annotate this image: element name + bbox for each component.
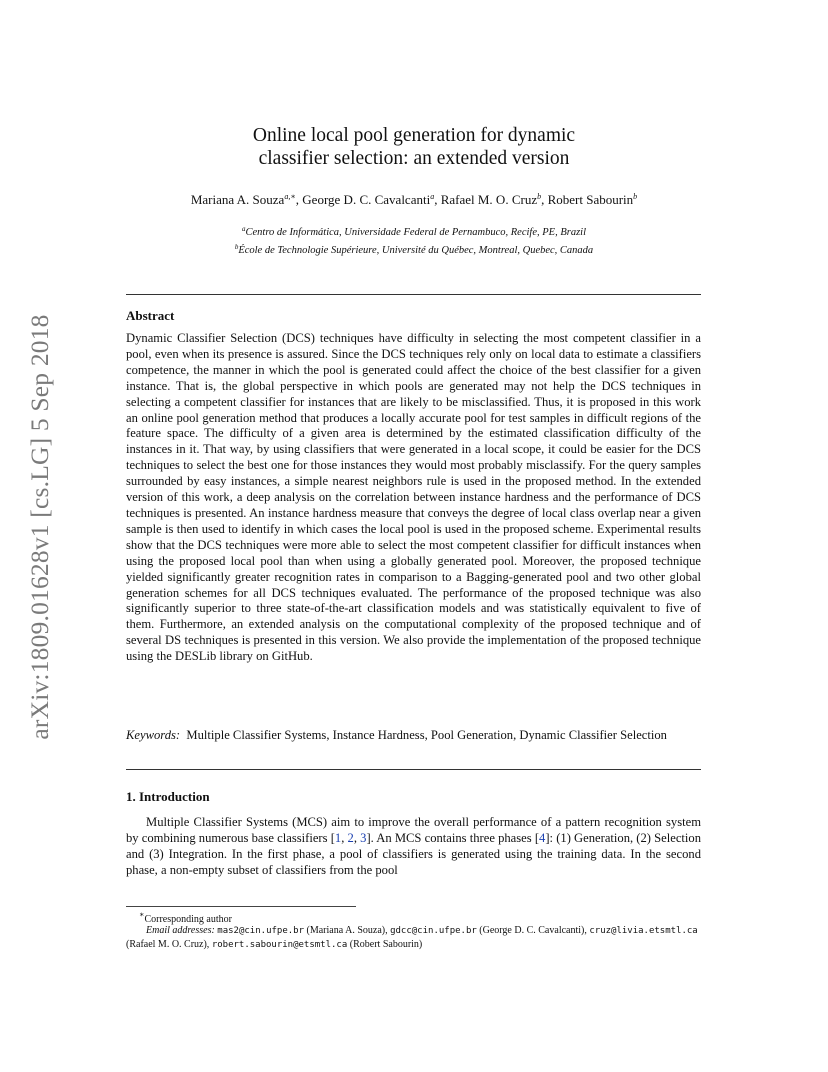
author-1: Mariana A. Souza <box>190 192 285 207</box>
author-4: Robert Sabourin <box>547 192 634 207</box>
intro-text-1: Multiple Classifier Systems (MCS) aim to improve the overall performance of a pattern recognition system by combining numerous base classifiers <box>126 815 701 845</box>
email-name-4: (Robert Sabourin) <box>347 939 423 950</box>
email-name-1: (Mariana A. Souza), <box>304 925 391 936</box>
citation-link-1[interactable]: 1 <box>334 830 342 845</box>
citation-link-3[interactable]: 3 <box>360 830 367 845</box>
affiliation-a <box>0 222 828 240</box>
keywords-label: Keywords: <box>126 728 181 742</box>
email-sabourin[interactable]: robert.sabourin@etsmtl.ca <box>211 940 348 950</box>
author-3: Rafael M. O. Cruz <box>440 192 538 207</box>
author-1-affil: a,∗ <box>284 192 296 201</box>
author-2-affil: a <box>430 192 435 201</box>
author-2: George D. C. Cavalcanti <box>302 192 431 207</box>
affiliation-b-text: École de Technologie Supérieure, Université du Québec, Montreal, Quebec, Canada <box>238 245 594 256</box>
affiliation-b-mark: b <box>234 243 239 251</box>
email-name-2: (George D. C. Cavalcanti), <box>476 925 587 936</box>
section-heading-introduction: 1. Introduction <box>126 789 210 804</box>
arxiv-id: arXiv:1809.01628v1 [cs.LG] 5 Sep 2018 <box>25 314 54 740</box>
email-label: Email addresses: <box>146 925 215 936</box>
footnote-emails <box>126 924 701 952</box>
abstract-heading: Abstract <box>126 308 175 323</box>
title-line-2: classifier selection: an extended version <box>258 148 570 169</box>
affiliation-b <box>0 240 828 258</box>
footnote-mark: ∗ <box>139 910 145 919</box>
abstract-top-rule <box>126 294 701 295</box>
citation-separator: , <box>353 830 361 845</box>
footnote-rule <box>126 906 356 907</box>
arxiv-sidebar-stamp <box>20 292 60 762</box>
author-4-affil: b <box>633 192 638 201</box>
intro-text-3: : (1) Generation, (2) Selection and (3) Integration. In the first phase, a pool of classifiers is generated using the training data. In the second phase, a non-empty subset of classifiers from the pool <box>126 830 702 877</box>
abstract-text: Dynamic Classifier Selection (DCS) techniques have difficulty in selecting the most competent classifier in a pool, even when its presence is assured. Since the DCS techniques rely only on local data to estimate a classifiers competence, the manner in which the pool is generated could affect the choice of the best classifier for a given instance. That is, the global perspective in which pools are generated may not help the DCS techniques in selecting a competent classifier for instances that are likely to be misclassified. Thus, it is proposed in this work an online pool generation method that produces a locally accurate pool for test samples in difficult regions of the feature space. The difficulty of a given area is determined by the estimated classification difficulty of the instances in it. That way, by using classifiers that were generated in a local scope, it could be easier for the DCS techniques to select the best one for those instances they would most probably misclassify. For the query samples surrounded by easy instances, a simple nearest neighbors rule is used in the proposed method. In the extended version of this work, a deep analysis on the correlation between instance hardness and the performance of DCS techniques is presented. An instance hardness measure that conveys the degree of local class overlap near a given sample is then used to identify in which cases the local pool is used in the proposed scheme. Experimental results show that the DCS techniques were more able to select the most competent classifier for difficult instances when using the proposed local pool than when using a globally generated pool. Moreover, the proposed technique yielded significantly greater recognition rates in comparison to a Bagging-generated pool and two other global generation schemes for all DCS techniques evaluated. The performance of the proposed technique was also significantly superior to three state-of-the-art classification models and was statistically equivalent to five of them. Furthermore, an extended analysis on the computational complexity of the proposed technique and of several DS techniques is presented in this version. We also provide the implementation of the proposed technique using the DESLib library on GitHub. <box>126 331 701 664</box>
keywords <box>126 728 701 744</box>
affiliation-a-text: Centro de Informática, Universidade Federal de Pernambuco, Recife, PE, Brazil <box>245 227 586 238</box>
citation-link-4[interactable]: 4 <box>539 830 546 845</box>
abstract-bottom-rule <box>126 769 701 770</box>
keywords-text: Multiple Classifier Systems, Instance Hardness, Pool Generation, Dynamic Classifier Selection <box>186 728 667 742</box>
author-list: Mariana A. Souza$^{a,∗}$, George D. C. Cavalcanti$^a$, Rafael M. O. Cruz$^b$, Robert Sabourin$^b$ <box>190 192 638 207</box>
email-cruz[interactable]: cruz@livia.etsmtl.ca <box>589 926 698 936</box>
citation-separator: , <box>341 830 348 845</box>
email-name-3: (Rafael M. O. Cruz), <box>126 939 212 950</box>
paper-title <box>0 124 828 170</box>
author-3-affil: b <box>537 192 542 201</box>
affiliations <box>0 222 828 258</box>
intro-text-2: . An MCS contains three phases <box>370 830 535 845</box>
title-line-1: Online local pool generation for dynamic <box>252 125 576 146</box>
affiliation-a-mark: a <box>242 225 246 233</box>
introduction-paragraph: Multiple Classifier Systems (MCS) aim to improve the overall performance of a pattern recognition system by combining numerous base classifiers [1, 2, 3]. An MCS contains three phases [4]: (1) Generation, (2) Selection and (3) Integration. In the first phase, a pool of classifiers is generated using the training data. In the second phase, a non-empty subset of classifiers from the pool <box>126 815 702 877</box>
footnote-corresponding-text: Corresponding author <box>144 914 232 925</box>
email-cavalcanti[interactable]: gdcc@cin.ufpe.br <box>390 926 477 936</box>
citation-link-2[interactable]: 2 <box>347 830 354 845</box>
email-souza[interactable]: mas2@cin.ufpe.br <box>217 926 304 936</box>
footnote-corresponding <box>139 910 232 925</box>
